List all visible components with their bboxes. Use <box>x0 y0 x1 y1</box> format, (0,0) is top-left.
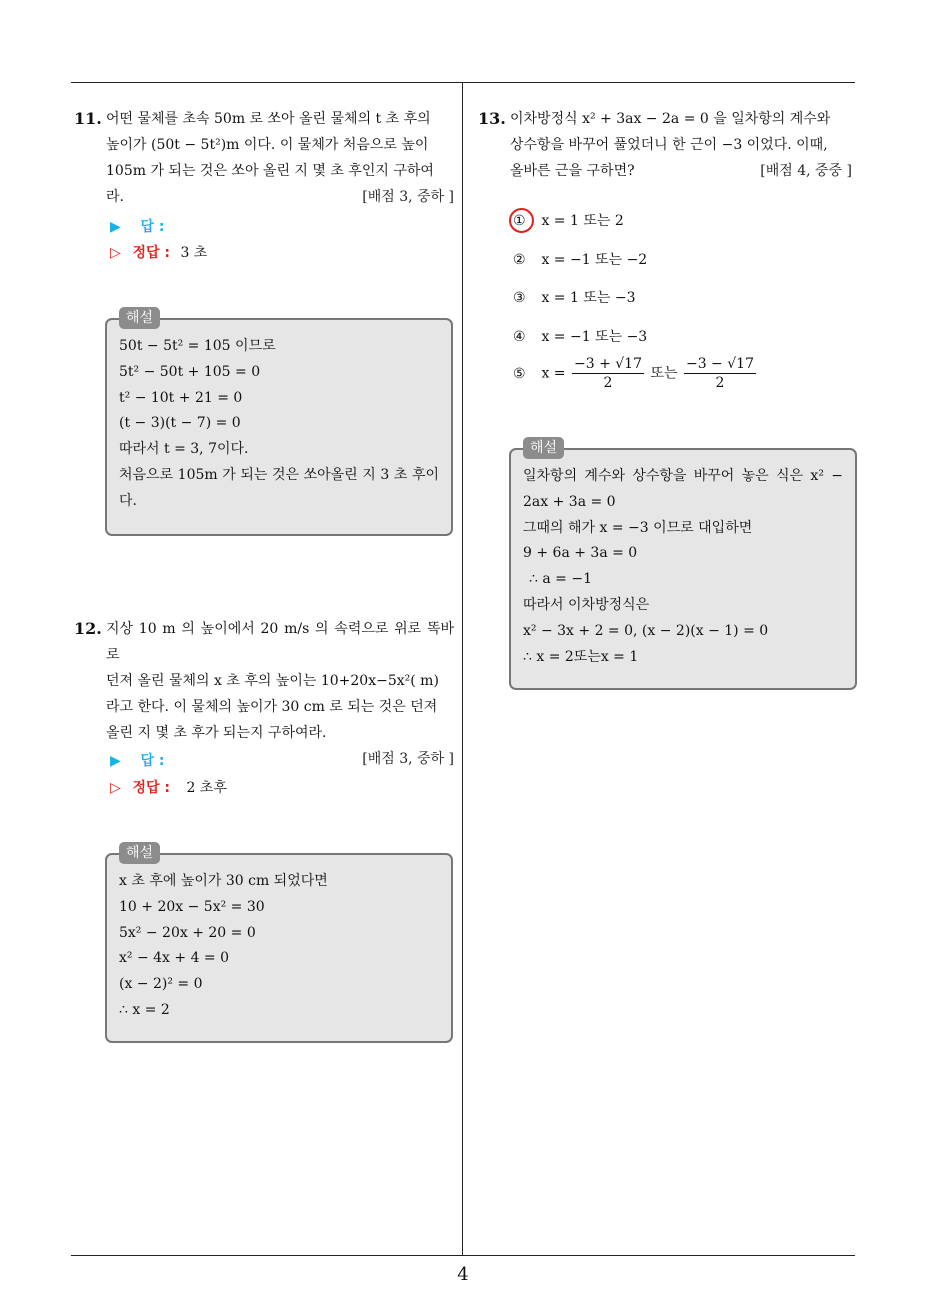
column-divider <box>462 82 463 1256</box>
solution-line: 처음으로 105m 가 되는 것은 쏘아올린 지 3 초 후이다. <box>119 466 439 509</box>
solution-box-13 <box>509 440 857 690</box>
problem-line: 지상 10 m 의 높이에서 20 m/s 의 속력으로 위로 똑바로 <box>106 621 454 663</box>
problem-line: 이차방정식 x² + 3ax − 2a = 0 을 일차항의 계수와 <box>510 111 831 127</box>
correct-answer-row <box>110 777 227 799</box>
problem-line: 어떤 물체를 초속 50m 로 쏘아 올린 물체의 t 초 후의 <box>106 111 431 127</box>
problem-13-number: 13. <box>478 109 506 128</box>
choice-marker: ② <box>513 252 526 268</box>
solution-line: ∴ x = 2 <box>119 1001 170 1018</box>
solution-line: 10 + 20x − 5x² = 30 <box>119 898 265 915</box>
solution-line: 그때의 해가 x = −3 이므로 대입하면 <box>523 519 753 536</box>
problem-line: 105m 가 되는 것은 쏘아 올린 지 몇 초 후인지 구하여 <box>106 163 434 179</box>
choice-prefix: x = <box>541 365 566 382</box>
solution-line: ∴ x = 2또는x = 1 <box>523 648 639 665</box>
solution-line: (t − 3)(t − 7) = 0 <box>119 415 241 432</box>
solution-line: x 초 후에 높이가 30 cm 되었다면 <box>119 873 328 889</box>
correct-answer-value: 2 초후 <box>186 780 227 796</box>
play-triangle-icon: ▶ <box>110 219 121 235</box>
fraction <box>572 355 644 392</box>
solution-line: 5t² − 50t + 105 = 0 <box>119 363 261 380</box>
fraction <box>684 355 756 392</box>
fraction-denominator: 2 <box>715 375 725 391</box>
solution-line: x² − 4x + 4 = 0 <box>119 950 230 967</box>
choice-4[interactable] <box>513 326 647 348</box>
grade-label: [배점 4, 중중 ] <box>760 163 852 179</box>
grade-label: [배점 3, 중하 ] <box>362 751 454 767</box>
solution-box-12 <box>105 845 453 1043</box>
solution-tag: 해설 <box>119 842 160 864</box>
answer-row <box>110 216 164 238</box>
problem-12-number: 12. <box>74 619 102 638</box>
choice-text: x = −1 또는 −2 <box>541 252 648 268</box>
choice-3[interactable] <box>513 287 635 309</box>
solution-line: 따라서 이차방정식은 <box>523 596 650 613</box>
choice-marker: ③ <box>513 290 526 306</box>
solution-tag: 해설 <box>119 307 160 329</box>
answer-row <box>110 750 164 772</box>
solution-tag: 해설 <box>523 437 564 459</box>
play-triangle-icon: ▶ <box>110 753 121 769</box>
problem-line: 올바른 근을 구하면? <box>510 163 635 179</box>
problem-line: 라. <box>106 189 124 205</box>
outline-triangle-icon: ▷ <box>110 780 121 796</box>
fraction-numerator: −3 + √17 <box>573 356 642 372</box>
choice-5[interactable] <box>513 355 758 392</box>
page-number: 4 <box>457 1264 469 1285</box>
correct-answer-value: 3 초 <box>180 245 208 261</box>
outline-triangle-icon: ▷ <box>110 245 121 261</box>
answer-label: 답 : <box>140 753 165 769</box>
solution-line: x² − 3x + 2 = 0, (x − 2)(x − 1) = 0 <box>523 622 769 639</box>
choice-text: x = 1 또는 2 <box>541 213 624 229</box>
top-rule <box>71 82 855 83</box>
fraction-denominator: 2 <box>603 375 613 391</box>
choice-text: x = −1 또는 −3 <box>541 329 648 345</box>
choice-middle: 또는 <box>650 365 678 382</box>
problem-line: 높이가 (50t − 5t²)m 이다. 이 물체가 처음으로 높이 <box>106 137 429 153</box>
solution-line: (x − 2)² = 0 <box>119 976 203 993</box>
fraction-numerator: −3 − √17 <box>685 356 754 372</box>
problem-line: 올린 지 몇 초 후가 되는지 구하여라. <box>106 725 327 741</box>
choice-2[interactable] <box>513 249 647 271</box>
problem-line: 라고 한다. 이 물체의 높이가 30 cm 로 되는 것은 던져 <box>106 699 438 715</box>
solution-line: 5x² − 20x + 20 = 0 <box>119 924 256 941</box>
correct-answer-row <box>110 242 207 264</box>
grade-label: [배점 3, 중하 ] <box>362 189 454 205</box>
problem-12-text <box>106 616 454 772</box>
problem-11-number: 11. <box>74 109 102 128</box>
solution-line: 일차항의 계수와 상수항을 바꾸어 놓은 식은 x² − 2ax + 3a = 0 <box>523 468 843 510</box>
answer-label: 답 : <box>140 219 165 235</box>
problem-13-text <box>510 106 858 184</box>
problem-11-text <box>106 106 454 210</box>
solution-line: ∴ a = −1 <box>529 571 592 588</box>
bottom-rule <box>71 1255 855 1256</box>
solution-line: 따라서 t = 3, 7이다. <box>119 441 249 458</box>
choice-text: x = 1 또는 −3 <box>541 290 636 306</box>
solution-line: 9 + 6a + 3a = 0 <box>523 545 638 562</box>
problem-line: 상수항을 바꾸어 풀었더니 한 근이 −3 이었다. 이때, <box>510 137 828 153</box>
correct-answer-label: 정답 : <box>132 780 170 796</box>
solution-box-11 <box>105 310 453 536</box>
choice-marker: ⑤ <box>513 365 526 382</box>
choice-marker: ① <box>513 213 526 229</box>
solution-line: 50t − 5t² = 105 이므로 <box>119 338 276 354</box>
problem-line: 던져 올린 물체의 x 초 후의 높이는 10+20x−5x²( m) <box>106 673 439 689</box>
choice-marker: ④ <box>513 329 526 345</box>
choice-1[interactable] <box>513 210 624 232</box>
correct-answer-label: 정답 : <box>132 245 170 261</box>
solution-line: t² − 10t + 21 = 0 <box>119 389 243 406</box>
